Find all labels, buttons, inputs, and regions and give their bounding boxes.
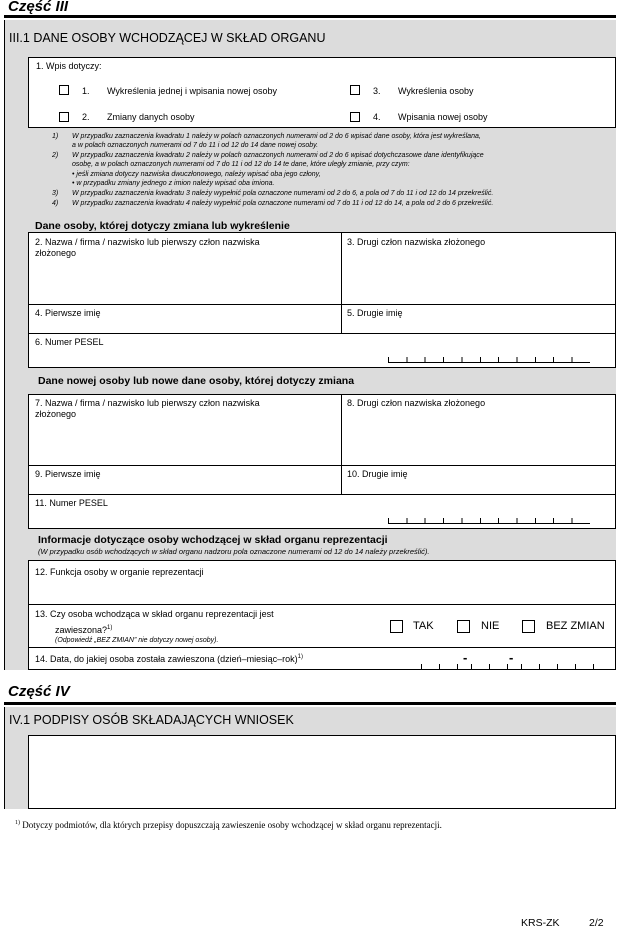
- option-1-checkbox[interactable]: [59, 85, 69, 95]
- instruction-bullet: • w przypadku zmiany jednego z imion należy wpisać oba imiona.: [72, 180, 275, 187]
- representation-note: (W przypadku osób wchodzących w skład organu nadzoru pola oznaczone numerami od 12 do 14 należy przekreślić).: [38, 547, 430, 556]
- field-8-input[interactable]: [344, 411, 614, 463]
- field-2-label-cont: złożonego: [35, 248, 77, 258]
- option-3-number: 3.: [373, 86, 381, 96]
- option-1-number: 1.: [82, 86, 90, 96]
- option-4-label: Wpisania nowej osoby: [398, 112, 488, 122]
- field-12-label: 12. Funkcja osoby w organie reprezentacji: [35, 567, 204, 577]
- old-person-heading: Dane osoby, której dotyczy zmiana lub wykreślenie: [35, 220, 290, 232]
- date-year-input[interactable]: [521, 664, 594, 670]
- field-10-input[interactable]: [344, 479, 614, 492]
- field-7-label-cont: złożonego: [35, 409, 77, 419]
- instruction-text: W przypadku zaznaczenia kwadratu 2 należy w polach oznaczonych numerami od 2 do 6 wpisać dotychczasowe dane identyfikujące: [72, 152, 484, 159]
- page-number: 2/2: [589, 917, 604, 929]
- option-3-checkbox[interactable]: [350, 85, 360, 95]
- footnote-text: Dotyczy podmiotów, dla których przepisy dopuszczają zawieszenie osoby wchodzącej w skład organu reprezentacji.: [22, 820, 442, 830]
- date-day-input[interactable]: [421, 664, 458, 670]
- field-6-pesel-input[interactable]: [388, 357, 590, 363]
- footnote-marker: 1): [15, 820, 20, 826]
- footnote: [15, 820, 442, 830]
- part-4-title: Część IV: [8, 683, 70, 700]
- field-11-pesel-input[interactable]: [388, 518, 590, 524]
- field-3-label: 3. Drugi człon nazwiska złożonego: [347, 237, 486, 247]
- field-14-footnote-ref: 1): [297, 654, 303, 660]
- date-separator: -: [463, 650, 468, 665]
- field-5-input[interactable]: [344, 318, 614, 331]
- part-4-rule: [4, 702, 616, 705]
- field-14-label: 14. Data, do jakiej osoba została zawieszona (dzień–miesiąc–rok)$^{1)}$: [35, 654, 303, 664]
- answer-bez-zmian-label: BEZ ZMIAN: [546, 620, 605, 632]
- field-divider: [28, 604, 616, 605]
- part-3-rule: [4, 15, 616, 18]
- field-8-label: 8. Drugi człon nazwiska złożonego: [347, 398, 486, 408]
- option-2-number: 2.: [82, 112, 90, 122]
- new-person-heading: Dane nowej osoby lub nowe dane osoby, której dotyczy zmiana: [38, 375, 355, 387]
- field-9-label: 9. Pierwsze imię: [35, 469, 101, 479]
- signatures-input[interactable]: [28, 735, 616, 809]
- option-4-number: 4.: [373, 112, 381, 122]
- field-13-label-cont: zawieszona?$^{1)}$: [55, 625, 113, 635]
- instruction-text: a w polach oznaczonych numerami od 7 do 11 i od 12 do 14 dane nowej osoby.: [72, 142, 319, 149]
- answer-tak-label: TAK: [413, 620, 434, 632]
- field-10-label: 10. Drugie imię: [347, 469, 408, 479]
- field-13-label: 13. Czy osoba wchodząca w skład organu reprezentacji jest: [35, 609, 274, 619]
- field-6-label: 6. Numer PESEL: [35, 337, 104, 347]
- field-13-footnote-ref: 1): [107, 625, 113, 631]
- field-divider: [28, 647, 616, 648]
- instruction-num: 1): [52, 133, 59, 140]
- entry-type-label: 1. Wpis dotyczy:: [36, 61, 102, 71]
- option-1-label: Wykreślenia jednej i wpisania nowej osoby: [107, 86, 278, 96]
- field-divider: [341, 394, 342, 494]
- field-7-label: 7. Nazwa / firma / nazwisko lub pierwszy człon nazwiska: [35, 398, 260, 408]
- answer-nie-label: NIE: [481, 620, 500, 632]
- field-2-input[interactable]: [30, 262, 338, 302]
- answer-nie-checkbox[interactable]: [457, 620, 470, 633]
- field-divider: [341, 232, 342, 304]
- instruction-num: 3): [52, 190, 59, 197]
- field-divider: [28, 465, 616, 466]
- date-month-input[interactable]: [471, 664, 508, 670]
- answer-tak-checkbox[interactable]: [390, 620, 403, 633]
- option-2-checkbox[interactable]: [59, 112, 69, 122]
- instruction-text: W przypadku zaznaczenia kwadratu 4 należy wypełnić pola oznaczone numerami od 7 do 11 i od 12 do 14, a pola od 2 do 6 przekreślić.: [72, 200, 494, 207]
- field-3-input[interactable]: [344, 250, 614, 302]
- field-4-input[interactable]: [30, 318, 338, 331]
- field-divider: [28, 333, 616, 334]
- field-11-label: 11. Numer PESEL: [35, 498, 108, 508]
- field-5-label: 5. Drugie imię: [347, 308, 403, 318]
- instruction-text: osobę, a w polach oznaczonych numerami od 7 do 11 i od 12 do 14 te dane, które uległy zmianie, przy czym:: [72, 161, 410, 168]
- option-2-label: Zmiany danych osoby: [107, 112, 195, 122]
- field-divider: [341, 304, 342, 333]
- field-7-input[interactable]: [30, 423, 338, 463]
- part-3-title: Część III: [8, 0, 69, 15]
- section-3-left-border: [4, 20, 5, 670]
- section-4-left-border: [4, 707, 5, 809]
- instruction-num: 4): [52, 200, 59, 207]
- field-divider: [28, 494, 616, 495]
- section-4-1-title: IV.1 PODPISY OSÓB SKŁADAJĄCYCH WNIOSEK: [9, 713, 294, 727]
- field-13-note: (Odpowiedź „BEZ ZMIAN” nie dotyczy nowej osoby).: [55, 637, 219, 644]
- representation-heading: Informacje dotyczące osoby wchodzącej w skład organu reprezentacji: [38, 534, 388, 546]
- instruction-num: 2): [52, 152, 59, 159]
- option-3-label: Wykreślenia osoby: [398, 86, 474, 96]
- instruction-text: W przypadku zaznaczenia kwadratu 3 należy wypełnić pola oznaczone numerami od 2 do 6, a pola od 7 do 11 i od 12 do 14 przekreślić.: [72, 190, 494, 197]
- field-12-input[interactable]: [30, 580, 614, 602]
- option-4-checkbox[interactable]: [350, 112, 360, 122]
- field-4-label: 4. Pierwsze imię: [35, 308, 101, 318]
- field-divider: [28, 304, 616, 305]
- section-3-1-title: III.1 DANE OSOBY WCHODZĄCEJ W SKŁAD ORGANU: [9, 31, 326, 45]
- field-9-input[interactable]: [30, 479, 338, 492]
- form-code: KRS-ZK: [521, 917, 560, 929]
- instruction-text: W przypadku zaznaczenia kwadratu 1 należy w polach oznaczonych numerami od 2 do 6 wpisać dane osoby, która jest wykreślana,: [72, 133, 481, 140]
- answer-bez-zmian-checkbox[interactable]: [522, 620, 535, 633]
- instruction-bullet: • jeśli zmiana dotyczy nazwiska dwuczłonowego, należy wpisać oba jego człony,: [72, 171, 321, 178]
- field-2-label: 2. Nazwa / firma / nazwisko lub pierwszy człon nazwiska: [35, 237, 260, 247]
- date-separator: -: [509, 650, 514, 665]
